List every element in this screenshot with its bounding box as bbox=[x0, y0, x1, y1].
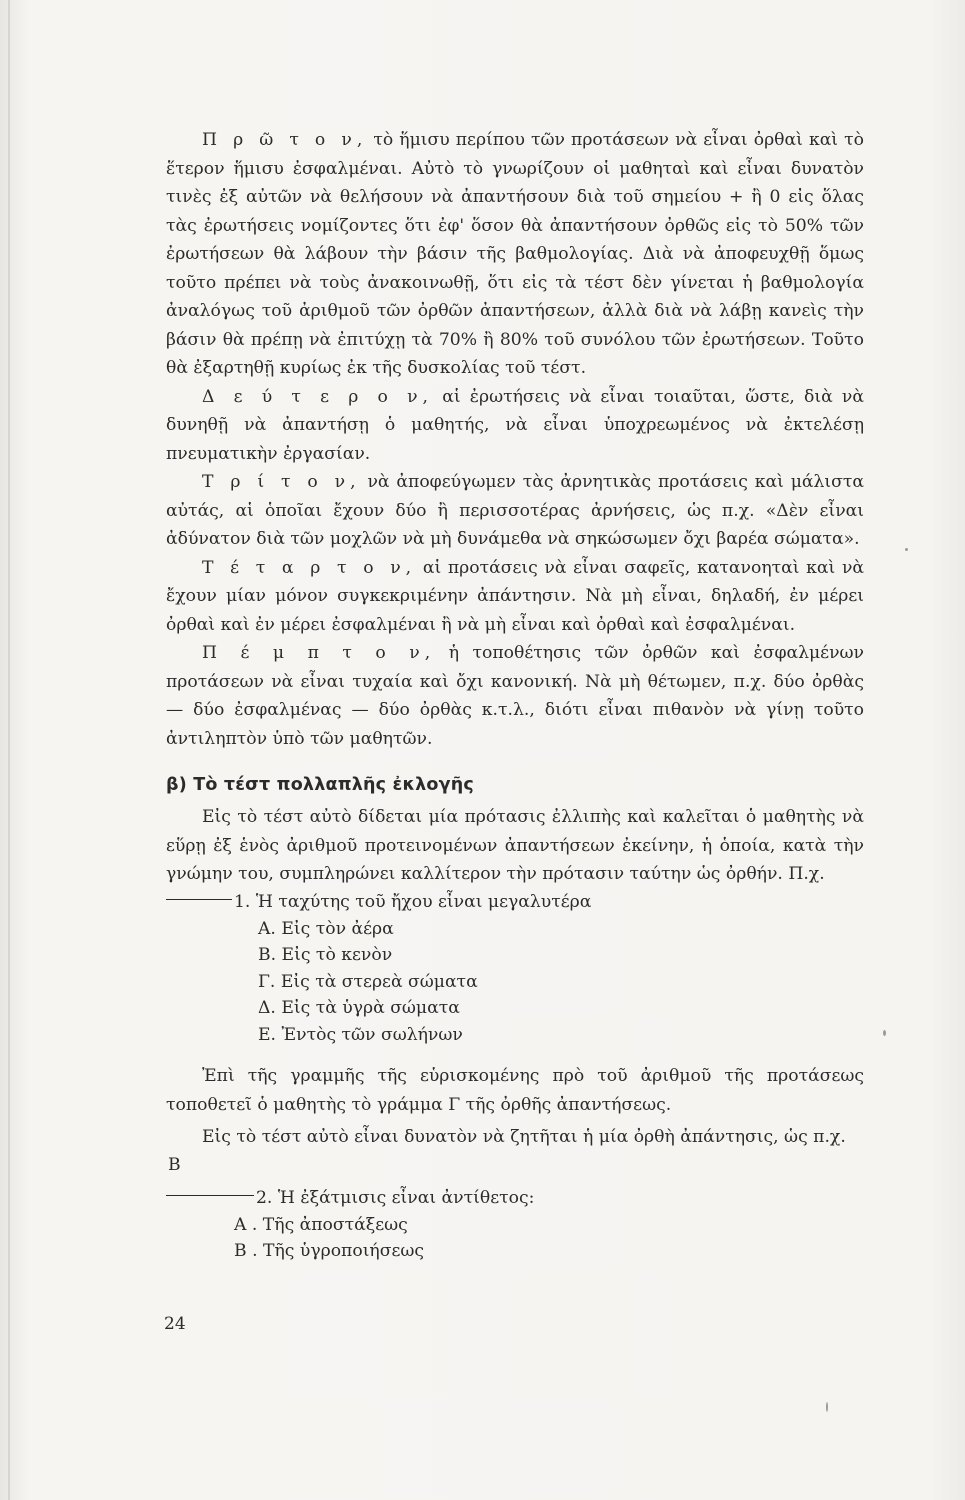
paragraph-third bbox=[166, 468, 864, 554]
paragraph-fifth bbox=[166, 639, 864, 753]
option-item: Γ. Εἰς τὰ στερεὰ σώματα bbox=[258, 971, 478, 992]
paragraph-fourth bbox=[166, 554, 864, 640]
binding-edge bbox=[8, 0, 10, 1500]
paragraph-body: αἱ ἐρωτήσεις νὰ εἶναι τοιαῦται, ὥστε, διὰ νὰ δυνηθῇ νὰ ἀπαντήσῃ ὁ μαθητής, νὰ εἶναι ὑποχρεωμένος νὰ ἐκτελέσῃ πνευματικὴν ἐργασίαν. bbox=[166, 386, 864, 464]
option-item: Α. Εἰς τὸν ἀέρα bbox=[258, 918, 394, 939]
question-1-stem bbox=[166, 889, 864, 916]
paragraph-lead: Τ έ τ α ρ τ ο ν, bbox=[202, 557, 417, 578]
paragraph-lead: Π ρ ῶ τ ο ν, bbox=[202, 130, 368, 150]
answer-blank-line bbox=[166, 899, 232, 900]
speck bbox=[905, 548, 908, 551]
question-2-options bbox=[166, 1212, 864, 1265]
instruction-paragraph: Ἐπὶ τῆς γραμμῆς τῆς εὑρισκομένης πρὸ τοῦ ἀριθμοῦ τῆς προτάσεως τοποθετεῖ ὁ μαθητὴς τὸ γράμμα Γ τῆς ὀρθῆς ἀπαντήσεως. bbox=[166, 1066, 864, 1115]
page-number: 24 bbox=[164, 1314, 186, 1334]
option-item: Δ. Εἰς τὰ ὑγρὰ σώματα bbox=[258, 998, 460, 1018]
question-2-text: 2. Ἡ ἐξάτμισις εἶναι ἀντίθετος: bbox=[256, 1187, 535, 1208]
paragraph-lead: Τ ρ ί τ ο ν, bbox=[202, 472, 361, 492]
paragraph-body: τὸ ἥμισυ περίπου τῶν προτάσεων νὰ εἶναι ὀρθαὶ καὶ τὸ ἕτερον ἥμισυ ἐσφαλμέναι. Αὐτὸ τὸ γνωρίζουν οἱ μαθηταὶ καὶ εἶναι δυνατὸν τινὲς ἐξ αὐτῶν νὰ θελήσουν νὰ ἀπαντήσουν διὰ τοῦ σημείου + ἢ 0 εἰς ὅλας τὰς ἐρωτήσεις νομίζοντες ὅτι ἐφ' ὅσον θὰ ἀπαντήσουν ὀρθῶς εἰς τὸ 50% τῶν ἐρωτήσεων θὰ λάβουν τὴν βάσιν τῆς βαθμολογίας. Διὰ νὰ ἀποφευχθῇ ὅμως τοῦτο πρέπει νὰ τοὺς ἀνακοινωθῇ, ὅτι εἰς τὰ τέστ δὲν γίνεται ἡ βαθμολογία ἀναλόγως τοῦ ἀριθμοῦ τῶν ὀρθῶν ἀπαντήσεων, ἀλλὰ διὰ νὰ λάβῃ κανεὶς τὴν βάσιν θὰ πρέπῃ νὰ ἐπιτύχῃ τὰ 70% ἢ 80% τοῦ συνόλου τῶν ἐρωτήσεων. Τοῦτο θὰ ἐξαρτηθῇ κυρίως ἐκ τῆς δυσκολίας τοῦ τέστ. bbox=[166, 130, 864, 378]
option-item: Β. Εἰς τὸ κενὸν bbox=[258, 945, 393, 965]
question-1-text: 1. Ἡ ταχύτης τοῦ ἤχου εἶναι μεγαλυτέρα bbox=[234, 891, 592, 912]
paragraph-second bbox=[166, 383, 864, 469]
paragraph-body: ἡ τοποθέτησις τῶν ὀρθῶν καὶ ἐσφαλμένων προτάσεων νὰ εἶναι τυχαία καὶ ὄχι κανονική. Νὰ μὴ θέτωμεν, π.χ. δύο ὀρθὰς — δύο ἐσφαλμένας — δύο ὀρθὰς κ.τ.λ., διότι εἶναι πιθανὸν νὰ γίνῃ τοῦτο ἀντιληπτὸν ὑπὸ τῶν μαθητῶν. bbox=[166, 643, 864, 749]
paragraph-lead: Π έ μ π τ ο ν, bbox=[202, 643, 436, 663]
speck bbox=[826, 1402, 828, 1412]
text-column bbox=[166, 126, 864, 1265]
example-paragraph: Εἰς τὸ τέστ αὐτὸ εἶναι δυνατὸν νὰ ζητῆται ἡ μία ὀρθὴ ἀπάντησις, ὡς π.χ. bbox=[202, 1127, 846, 1147]
answer-mark: Β bbox=[168, 1154, 181, 1175]
paragraph-lead: Δ ε ύ τ ε ρ ο ν, bbox=[202, 386, 433, 407]
question-1-options bbox=[166, 916, 864, 1049]
paragraph-first bbox=[166, 126, 864, 383]
answer-blank-line bbox=[166, 1195, 254, 1196]
section-heading: β) Τὸ τέστ πολλαπλῆς ἐκλογῆς bbox=[166, 775, 474, 795]
question-2-stem bbox=[166, 1185, 864, 1212]
paragraph-body: νὰ ἀποφεύγωμεν τὰς ἀρνητικὰς προτάσεις καὶ μάλιστα αὐτάς, αἱ ὁποῖαι ἔχουν δύο ἢ περισσοτέρας ἀρνήσεις, ὡς π.χ. «Δὲν εἶναι ἀδύνατον διὰ τῶν μοχλῶν νὰ μὴ δυνάμεθα νὰ σηκώσωμεν ὄχι βαρέα σώματα». bbox=[166, 472, 864, 549]
option-item: Ε. Ἐντὸς τῶν σωλήνων bbox=[258, 1024, 463, 1045]
option-item: Α . Τῆς ἀποστάξεως bbox=[234, 1214, 408, 1235]
option-item: Β . Τῆς ὑγροποιήσεως bbox=[234, 1241, 425, 1261]
paragraph-body: αἱ προτάσεις νὰ εἶναι σαφεῖς, κατανοηταὶ καὶ νὰ ἔχουν μίαν μόνον συγκεκριμένην ἀπάντησιν. Νὰ μὴ εἶναι, δηλαδή, ἐν μέρει ὀρθαὶ καὶ ἐν μέρει ἐσφαλμέναι ἢ νὰ μὴ εἶναι καὶ ὀρθαὶ καὶ ἐσφαλμέναι. bbox=[166, 557, 864, 635]
section-intro: Εἰς τὸ τέστ αὐτὸ δίδεται μία πρότασις ἐλλιπὴς καὶ καλεῖται ὁ μαθητὴς νὰ εὕρῃ ἐξ ἑνὸς ἀριθμοῦ προτεινομένων ἀπαντήσεων ἐκείνην, ἡ ὁποία, κατὰ τὴν γνώμην του, συμπληρώνει καλλίτερον τὴν πρότασιν ταύτην ὡς ὀρθήν. Π.χ. bbox=[166, 807, 864, 884]
speck bbox=[883, 1030, 886, 1036]
